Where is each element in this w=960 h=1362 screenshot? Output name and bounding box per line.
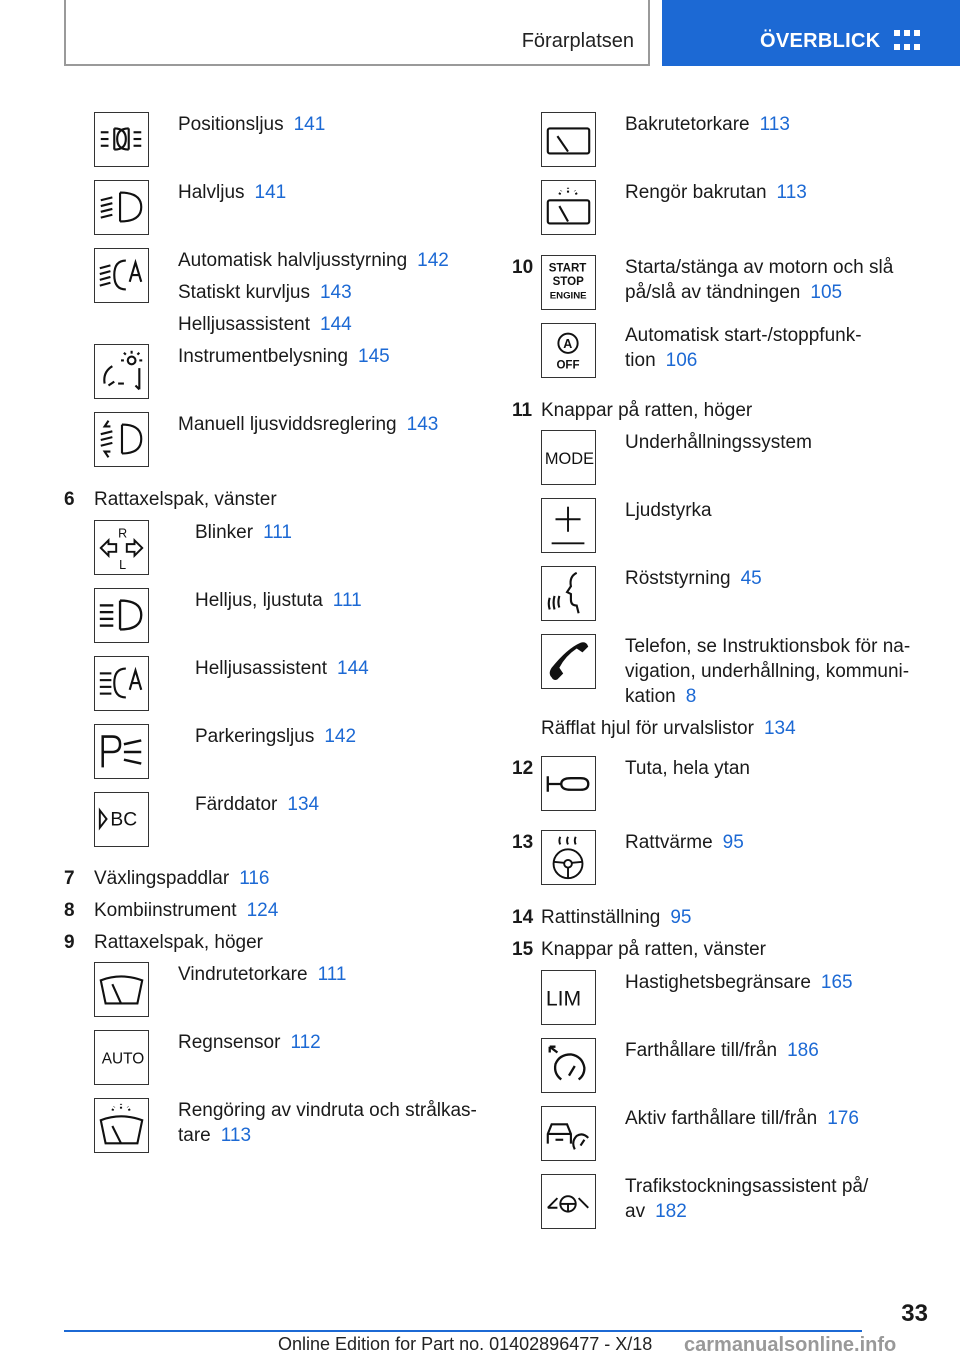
page-link[interactable]: 116 xyxy=(239,868,270,889)
page-link[interactable]: 182 xyxy=(655,1201,687,1222)
section-number: 6 xyxy=(64,489,75,510)
page-link[interactable]: 113 xyxy=(759,114,790,135)
item-auto-halvljus: Automatisk halvljusstyrning 142 xyxy=(178,250,449,271)
page-link[interactable]: 143 xyxy=(319,282,352,303)
page-link[interactable]: 144 xyxy=(320,314,352,335)
page-link[interactable]: 111 xyxy=(317,964,347,985)
traffic-jam-assistant-icon xyxy=(541,1174,596,1229)
item-trafikstockning-l2: av 182 xyxy=(625,1201,687,1222)
item-instrumentbelysning: Instrumentbelysning 145 xyxy=(178,346,390,367)
page-link[interactable]: 8 xyxy=(685,686,697,707)
svg-text:BC: BC xyxy=(110,809,138,831)
section-number: 7 xyxy=(64,868,75,889)
svg-text:OFF: OFF xyxy=(556,359,580,372)
phone-icon xyxy=(541,634,596,689)
page-link[interactable]: 134 xyxy=(763,718,796,739)
horn-icon xyxy=(541,756,596,811)
grid-menu-icon[interactable] xyxy=(894,30,922,54)
page-link[interactable]: 95 xyxy=(670,907,692,928)
section-kombiinstrument: Kombiinstrument 124 xyxy=(94,900,279,921)
item-rafflat-hjul: Räfflat hjul för urvalslistor 134 xyxy=(541,718,796,739)
page-link[interactable]: 142 xyxy=(417,250,449,271)
bc-icon xyxy=(94,792,149,847)
section-rattaxelspak-hoger: Rattaxelspak, höger xyxy=(94,932,263,953)
item-regnsensor: Regnsensor 112 xyxy=(178,1032,321,1053)
item-halvljus: Halvljus 141 xyxy=(178,182,287,203)
section-number: 15 xyxy=(512,939,534,960)
washer-icon xyxy=(94,1098,149,1153)
page-link[interactable]: 111 xyxy=(332,590,362,611)
page-link[interactable]: 141 xyxy=(254,182,287,203)
svg-text:A: A xyxy=(563,337,573,352)
section-vaxlingspaddlar: Växlingspaddlar 116 xyxy=(94,868,270,889)
item-bakrutetorkare: Bakrutetorkare 113 xyxy=(625,114,790,135)
page-link[interactable]: 165 xyxy=(820,972,853,993)
item-blinker: Blinker 111 xyxy=(195,522,292,543)
headlight-range-icon xyxy=(94,412,149,467)
parking-light-icon xyxy=(94,724,149,779)
section-number: 11 xyxy=(512,400,533,421)
item-statiskt-kurvljus: Statiskt kurvljus 143 xyxy=(178,282,352,303)
header-section xyxy=(64,0,650,66)
header-tab[interactable] xyxy=(662,0,960,66)
rear-washer-icon xyxy=(541,180,596,235)
page-number: 33 xyxy=(901,1300,928,1327)
item-roststyrning: Röststyrning 45 xyxy=(625,568,762,589)
page-link[interactable]: 113 xyxy=(220,1125,252,1146)
item-rengoring-l1: Rengöring av vindruta och strålkas- xyxy=(178,1100,477,1121)
section-number: 8 xyxy=(64,900,75,921)
cruise-control-icon xyxy=(541,1038,596,1093)
item-trafikstockning-l1: Trafikstockningsassistent på/ xyxy=(625,1176,869,1197)
svg-text:STOP: STOP xyxy=(552,275,584,288)
item-hastighetsbegransare: Hastighetsbegränsare 165 xyxy=(625,972,853,993)
item-rengor-bakrutan: Rengör bakrutan 113 xyxy=(625,182,807,203)
item-farddator: Färddator 134 xyxy=(195,794,320,815)
page-link[interactable]: 186 xyxy=(787,1040,819,1061)
svg-text:LIM: LIM xyxy=(545,987,582,1011)
start-stop-icon xyxy=(541,255,596,310)
item-autostart-l2: tion 106 xyxy=(625,350,698,371)
page-link[interactable]: 143 xyxy=(406,414,439,435)
item-helljusassistent: Helljusassistent 144 xyxy=(178,314,352,335)
page-link[interactable]: 144 xyxy=(337,658,369,679)
steering-heat-icon xyxy=(541,830,596,885)
page-link[interactable]: 142 xyxy=(324,726,357,747)
page-link[interactable]: 145 xyxy=(358,346,390,367)
instrument-lighting-icon xyxy=(94,344,149,399)
item-starta-l2: på/slå av tändningen 105 xyxy=(625,282,843,303)
item-rattvarme: Rattvärme 95 xyxy=(625,832,744,853)
high-beam-icon xyxy=(94,588,149,643)
auto-wiper-icon xyxy=(94,1030,149,1085)
windshield-wiper-icon xyxy=(94,962,149,1017)
lim-icon xyxy=(541,970,596,1025)
svg-text:AUTO: AUTO xyxy=(101,1050,145,1068)
active-cruise-icon xyxy=(541,1106,596,1161)
svg-text:R: R xyxy=(118,526,128,541)
volume-icon xyxy=(541,498,596,553)
section-rattinstallning: Rattinställning 95 xyxy=(541,907,692,928)
mode-icon xyxy=(541,430,596,485)
page-link[interactable]: 112 xyxy=(290,1032,321,1053)
section-number: 13 xyxy=(512,832,534,853)
voice-control-icon xyxy=(541,566,596,621)
page-link[interactable]: 105 xyxy=(810,282,843,303)
section-knappar-hoger: Knappar på ratten, höger xyxy=(541,400,753,421)
item-telefon-l3: kation 8 xyxy=(625,686,697,707)
svg-text:START: START xyxy=(548,262,587,275)
svg-text:L: L xyxy=(119,558,127,573)
page-link[interactable]: 134 xyxy=(287,794,320,815)
page-link[interactable]: 113 xyxy=(776,182,807,203)
item-parkeringsljus: Parkeringsljus 142 xyxy=(195,726,357,747)
footer-divider xyxy=(64,1330,862,1332)
auto-headlight-icon xyxy=(94,248,149,303)
section-knappar-vanster: Knappar på ratten, vänster xyxy=(541,939,766,960)
svg-text:ENGINE: ENGINE xyxy=(549,290,587,302)
turn-signal-icon xyxy=(94,520,149,575)
low-beam-icon xyxy=(94,180,149,235)
section-rattaxelspak-vanster: Rattaxelspak, vänster xyxy=(94,489,277,510)
item-helljus: Helljus, ljustuta 111 xyxy=(195,590,362,611)
item-vindrutetorkare: Vindrutetorkare 111 xyxy=(178,964,347,985)
svg-text:MODE: MODE xyxy=(544,449,595,468)
item-helljusassistent-2: Helljusassistent 144 xyxy=(195,658,369,679)
page-link[interactable]: 176 xyxy=(827,1108,859,1129)
item-tuta: Tuta, hela ytan xyxy=(625,758,750,779)
item-farthallare: Farthållare till/från 186 xyxy=(625,1040,819,1061)
watermark: carmanualsonline.info xyxy=(684,1334,897,1356)
rear-wiper-icon xyxy=(541,112,596,167)
item-starta-l1: Starta/stänga av motorn och slå xyxy=(625,257,894,278)
section-title: Förarplatsen xyxy=(521,30,634,52)
section-number: 10 xyxy=(512,257,534,278)
auto-start-stop-off-icon xyxy=(541,323,596,378)
page-link[interactable]: 111 xyxy=(263,522,292,543)
item-telefon-l2: vigation, underhållning, kommuni- xyxy=(625,661,910,682)
item-positionsljus: Positionsljus 141 xyxy=(178,114,326,135)
page-link[interactable]: 124 xyxy=(246,900,279,921)
item-aktiv-farthallare: Aktiv farthållare till/från 176 xyxy=(625,1108,859,1129)
item-rengoring-l2: tare 113 xyxy=(178,1125,252,1146)
item-underhallningssystem: Underhållningssystem xyxy=(625,432,812,453)
section-number: 14 xyxy=(512,907,534,928)
page-link[interactable]: 106 xyxy=(665,350,698,371)
tab-overview[interactable]: ÖVERBLICK xyxy=(760,30,881,52)
item-autostart-l1: Automatisk start-/stoppfunk- xyxy=(625,325,862,346)
page-link[interactable]: 95 xyxy=(722,832,744,853)
parking-lights-icon xyxy=(94,112,149,167)
section-number: 9 xyxy=(64,932,75,953)
high-beam-assistant-icon xyxy=(94,656,149,711)
section-number: 12 xyxy=(512,758,534,779)
footer-edition: Online Edition for Part no. 01402896477 - X/18 xyxy=(278,1334,653,1354)
page-link[interactable]: 45 xyxy=(740,568,762,589)
item-telefon-l1: Telefon, se Instruktionsbok för na- xyxy=(625,636,911,657)
page-link[interactable]: 141 xyxy=(293,114,326,135)
item-ljudstyrka: Ljudstyrka xyxy=(625,500,712,521)
item-manuell-ljusvidd: Manuell ljusviddsreglering 143 xyxy=(178,414,439,435)
